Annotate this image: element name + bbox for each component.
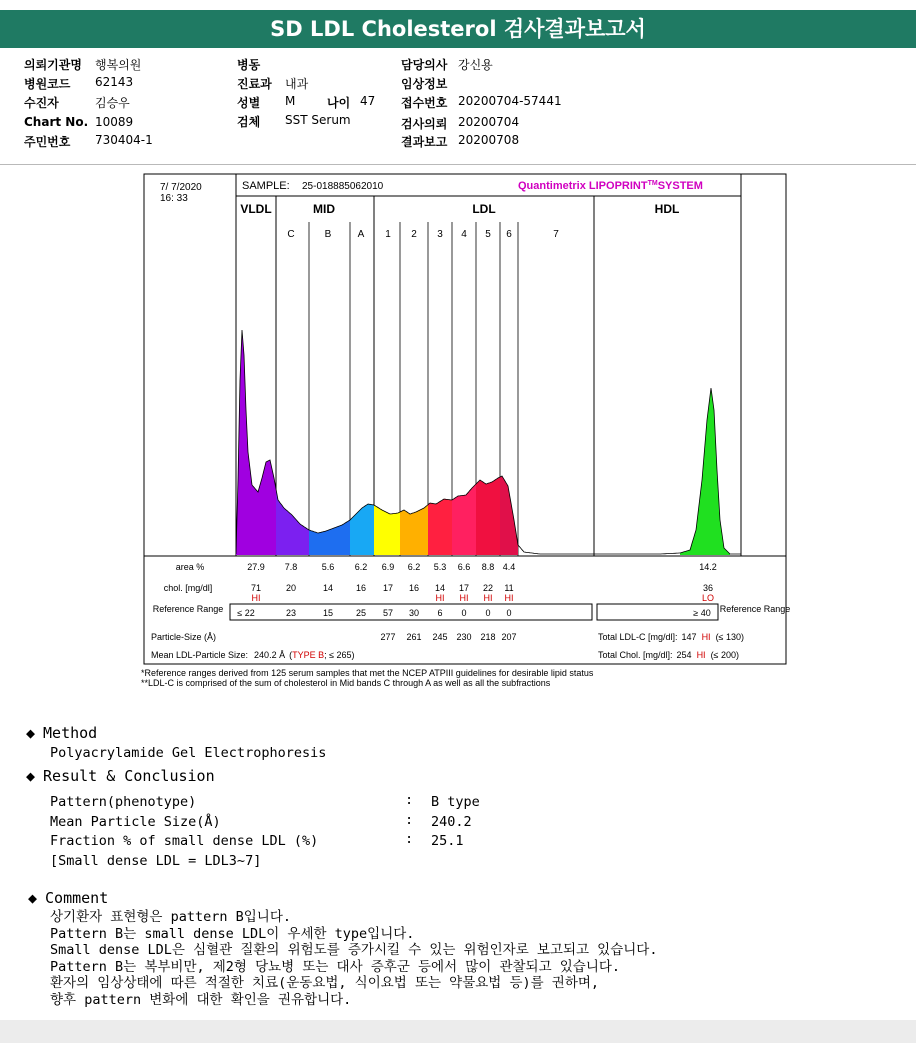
reference-value: ≤ 22 xyxy=(237,608,255,618)
result-sep: : xyxy=(405,792,414,808)
chol-value: 16 xyxy=(408,583,420,593)
area-value: 14.2 xyxy=(699,562,717,572)
ref-row-label-right: Reference Range xyxy=(719,604,790,614)
result-note: [Small dense LDL = LDL3~7] xyxy=(50,853,262,869)
value-resident-no: 730404-1 xyxy=(95,133,153,147)
area-value: 6.2 xyxy=(407,562,421,572)
comment-line: 상기환자 표현형은 pattern B입니다. xyxy=(50,909,291,925)
reference-value: 25 xyxy=(355,608,367,618)
reference-value: 0 xyxy=(485,608,491,618)
area-value: 5.6 xyxy=(321,562,335,572)
area-value: 6.9 xyxy=(381,562,395,572)
value-age: 47 xyxy=(360,94,376,108)
band-label: C xyxy=(287,229,295,240)
total-ldl: Total LDL-C [mg/dl]: 147 HI (≤ 130) xyxy=(598,632,745,642)
value-doctor: 강신용 xyxy=(458,58,493,72)
label-report-date: 결과보고 xyxy=(401,135,448,149)
particle-size-value: 218 xyxy=(480,632,496,642)
comment-line: 환자의 임상상태에 따른 적절한 치료(운동요법, 식이요법 또는 약물요법 등)를 권하며, xyxy=(50,975,600,992)
diamond-bullet-icon: ◆ xyxy=(28,889,38,907)
flag-value: HI xyxy=(435,593,445,603)
area-value: 5.3 xyxy=(433,562,447,572)
label-doctor: 담당의사 xyxy=(401,58,448,72)
area-value: 6.2 xyxy=(354,562,368,572)
label-sex: 성별 xyxy=(237,96,261,110)
label-institution: 의뢰기관명 xyxy=(24,58,82,72)
label-chart-no: Chart No. xyxy=(24,115,89,129)
reference-value: 23 xyxy=(285,608,297,618)
result-value: 25.1 xyxy=(431,833,464,849)
value-request-date: 20200704 xyxy=(458,115,520,129)
value-specimen: SST Serum xyxy=(285,113,351,127)
footnote-reference: *Reference ranges derived from 125 serum samples that met the NCEP ATPIII guidelines for desirable lipid status xyxy=(141,668,594,678)
chol-row-label: chol. [mg/dl] xyxy=(163,583,213,593)
chol-value: 14 xyxy=(434,583,446,593)
method-section xyxy=(26,724,326,761)
diamond-bullet-icon: ◆ xyxy=(26,724,36,742)
band-label: 5 xyxy=(485,229,491,240)
comment-line: Small dense LDL은 심혈관 질환의 위험도를 증가시킬 수 있는 위험인자로 보고되고 있습니다. xyxy=(50,942,658,959)
area-value: 4.4 xyxy=(502,562,516,572)
value-sex: M xyxy=(285,94,296,108)
value-report-date: 20200708 xyxy=(458,133,520,147)
area-value: 8.8 xyxy=(481,562,495,572)
chol-value: 11 xyxy=(504,583,514,593)
chart-time: 16: 33 xyxy=(160,193,188,204)
particle-size-value: 245 xyxy=(432,632,448,642)
area-row-label: area % xyxy=(175,562,205,572)
total-chol: Total Chol. [mg/dl]: 254 HI (≤ 200) xyxy=(598,650,740,660)
divider xyxy=(0,164,916,165)
comment-line: 향후 pattern 변화에 대한 확인을 권유합니다. xyxy=(50,991,352,1008)
chol-value: 71 xyxy=(250,583,262,593)
flag-value: HI xyxy=(483,593,493,603)
area-value: 7.8 xyxy=(284,562,298,572)
value-department: 내과 xyxy=(285,77,309,91)
comment-line: Pattern B는 복부비만, 제2형 당뇨병 또는 대사 증후군 등에서 많이 관찰되고 있습니다. xyxy=(50,958,621,975)
band-label: A xyxy=(357,229,365,240)
chol-value: 20 xyxy=(285,583,297,593)
label-patient: 수진자 xyxy=(24,96,59,110)
particle-size-value: 230 xyxy=(456,632,472,642)
reference-value: 57 xyxy=(382,608,394,618)
ref-row-label: Reference Range xyxy=(152,604,224,614)
chol-value: 22 xyxy=(482,583,494,593)
group-hdl: HDL xyxy=(654,202,680,216)
method-heading: Method xyxy=(43,724,98,742)
report-title: SD LDL Cholesterol 검사결과보고서 xyxy=(0,10,916,48)
reference-value: 0 xyxy=(461,608,467,618)
group-ldl: LDL xyxy=(472,202,496,216)
footnote-ldlc: **LDL-C is comprised of the sum of cholesterol in Mid bands C through A as well as all the subfractions xyxy=(141,678,551,688)
band-label: 3 xyxy=(437,229,443,240)
band-label: 6 xyxy=(506,229,512,240)
label-resident-no: 주민번호 xyxy=(24,135,71,149)
comment-section xyxy=(28,889,108,907)
chol-value: 17 xyxy=(458,583,470,593)
particle-size-value: 207 xyxy=(501,632,517,642)
band-area-3 xyxy=(428,499,452,555)
band-label: 1 xyxy=(385,229,391,240)
brand-name: Quantimetrix LIPOPRINT™SYSTEM xyxy=(518,180,703,192)
particle-size-value: 261 xyxy=(406,632,422,642)
chart-date: 7/ 7/2020 xyxy=(160,182,202,193)
method-text: Polyacrylamide Gel Electrophoresis xyxy=(50,745,327,761)
result-value: 240.2 xyxy=(431,814,472,830)
mean-particle-size: Mean LDL-Particle Size: 240.2 Å (TYPE B; ≤ 265) xyxy=(151,650,355,660)
flag-value: HI xyxy=(251,593,261,603)
area-value: 27.9 xyxy=(247,562,265,572)
diamond-bullet-icon: ◆ xyxy=(26,767,36,785)
particle-size-label: Particle-Size (Å) xyxy=(151,632,217,642)
flag-value: LO xyxy=(701,593,715,603)
reference-value: 6 xyxy=(437,608,443,618)
lipoprint-chart xyxy=(140,172,790,690)
area-value: 6.6 xyxy=(457,562,471,572)
flag-value: HI xyxy=(504,593,514,603)
comment-heading: Comment xyxy=(45,889,109,907)
label-hospital-code: 병원코드 xyxy=(24,77,71,91)
reference-value: 0 xyxy=(506,608,512,618)
value-chart-no: 10089 xyxy=(95,115,134,129)
chol-value: 36 xyxy=(702,583,714,593)
label-receipt-no: 접수번호 xyxy=(401,96,448,110)
value-institution: 행복의원 xyxy=(95,58,142,72)
result-heading: Result & Conclusion xyxy=(43,767,215,785)
footer-band xyxy=(0,1020,916,1043)
value-receipt-no: 20200704-57441 xyxy=(458,94,562,108)
chol-value: 16 xyxy=(355,583,367,593)
result-section xyxy=(26,767,215,785)
sample-label: SAMPLE: xyxy=(242,180,290,192)
group-mid: MID xyxy=(313,202,335,216)
value-patient: 김승우 xyxy=(95,96,130,110)
reference-value: 30 xyxy=(408,608,420,618)
reference-value: 15 xyxy=(322,608,334,618)
band-label: 4 xyxy=(461,229,467,240)
band-label: B xyxy=(324,229,332,240)
chol-value: 17 xyxy=(382,583,394,593)
comment-body xyxy=(50,909,657,1009)
result-sep: : xyxy=(405,831,414,847)
label-clinical-info: 임상정보 xyxy=(401,77,448,91)
label-ward: 병동 xyxy=(237,58,261,72)
chol-value: 14 xyxy=(322,583,334,593)
result-sep: : xyxy=(405,812,414,828)
label-department: 진료과 xyxy=(237,77,272,91)
reference-value: ≥ 40 xyxy=(693,608,711,618)
comment-line: Pattern B는 small dense LDL이 우세한 type입니다. xyxy=(50,925,415,942)
result-row: Mean Particle Size(Å) xyxy=(50,814,221,830)
label-age: 나이 xyxy=(327,96,351,110)
band-label: 2 xyxy=(411,229,417,240)
result-row: Pattern(phenotype) xyxy=(50,794,197,810)
sample-id: 25-018885062010 xyxy=(302,181,384,192)
result-row: Fraction % of small dense LDL (%) xyxy=(50,833,319,849)
particle-size-value: 277 xyxy=(380,632,396,642)
band-area-5 xyxy=(476,477,500,555)
value-hospital-code: 62143 xyxy=(95,75,134,89)
flag-value: HI xyxy=(459,593,469,603)
label-specimen: 검체 xyxy=(237,115,261,129)
group-vldl: VLDL xyxy=(240,202,272,216)
result-value: B type xyxy=(431,794,480,810)
patient-info xyxy=(0,54,916,160)
band-label: 7 xyxy=(553,229,559,240)
label-request-date: 검사의뢰 xyxy=(401,117,448,131)
